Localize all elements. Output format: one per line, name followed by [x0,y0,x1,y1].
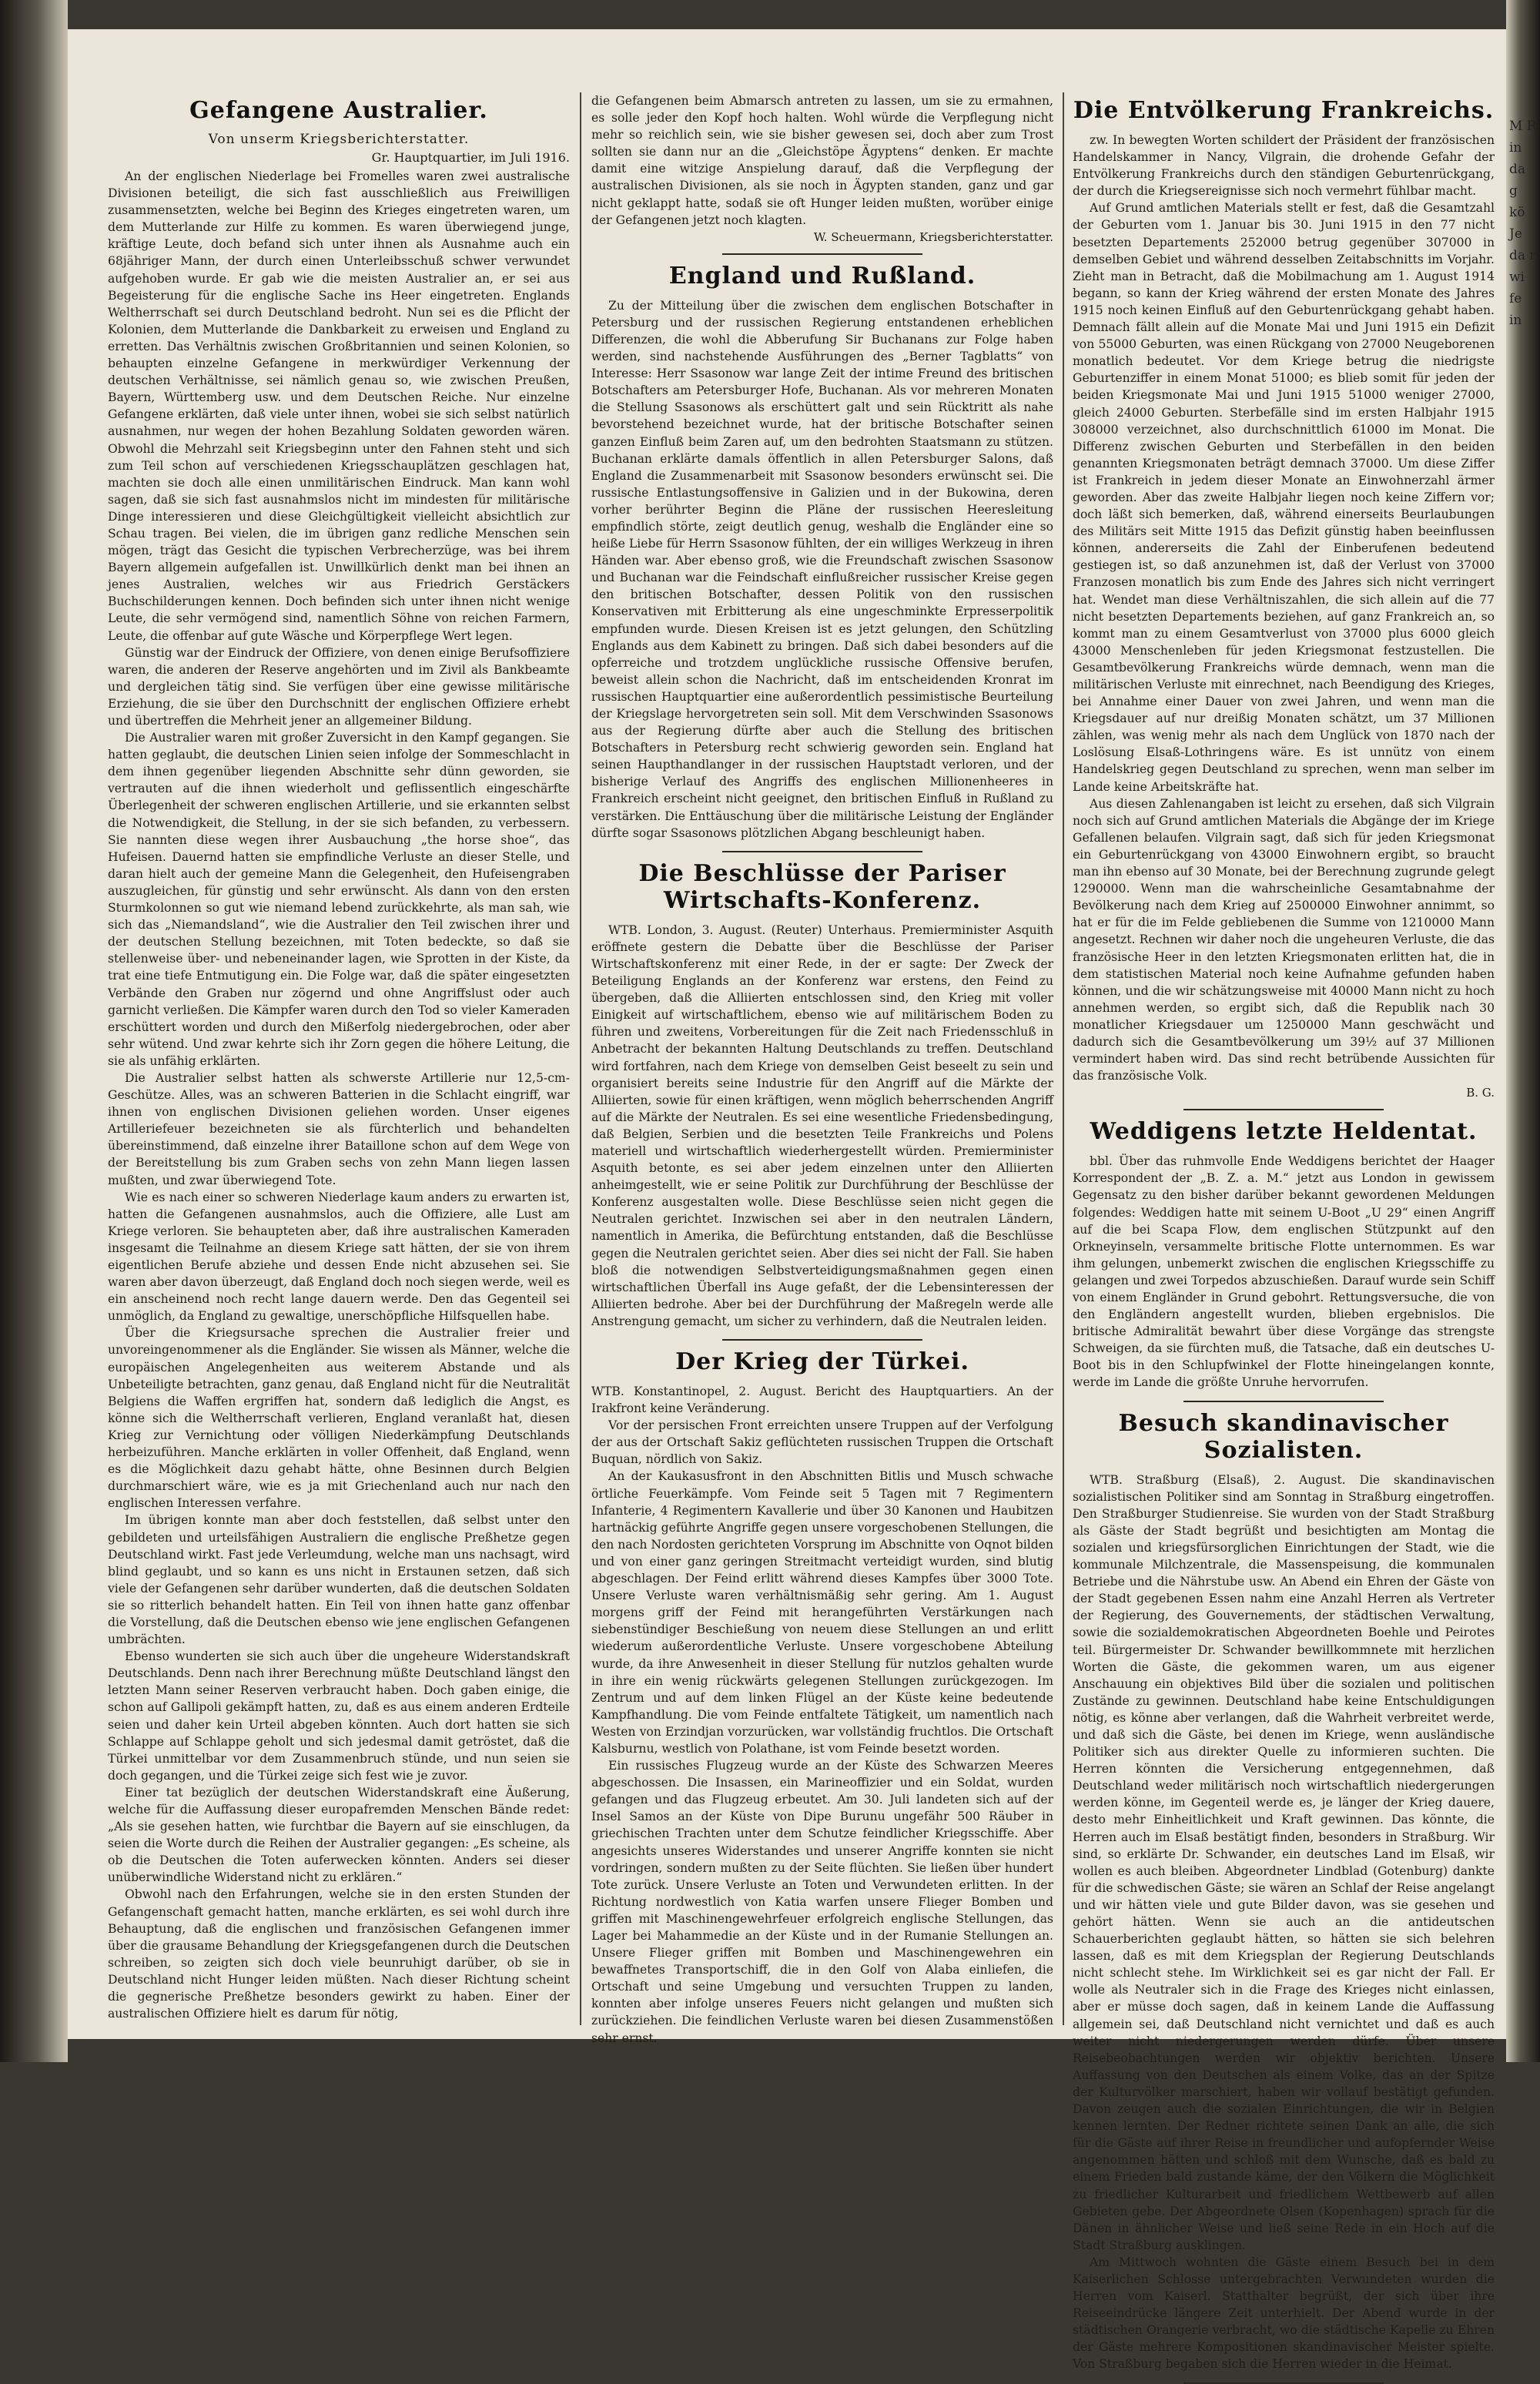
article-paragraph: Vor der persischen Front erreichten unsere Truppen auf der Verfolgung der aus der Ortschaft Sakiz geflüchteten russischen Truppen die Ortschaft Buquan, nördlich von Sakiz. [591,1418,1053,1467]
article-paragraph: Ein russisches Flugzeug wurde an der Küste des Schwarzen Meeres abgeschossen. Die Insassen, ein Marineoffizier und ein Soldat, wurden gefangen und das Flugzeug erbeutet. Am 30. Juli landeten sich auf der Insel Samos an der Küste von Dipe Burunu ungefähr 500 Räuber in griechischen Trachten unter dem Schutze feindlicher Kriegsschiffe. Aber angesichts unseres Widerstandes und unserer Angriffe konnten sie nicht vordringen, sondern mußten zu der Seite flüchten. Sie ließen über hundert Tote zurück. Unsere Verluste an Toten und Verwundeten erlitten. In der Richtung nordwestlich von Katia warfen unsere Flieger Bomben und griffen mit Maschinengewehrfeuer erfolgreich englische Stellungen, das Lager bei Mahammedie an der Küste und in der Rumanie Stellungen an. Unsere Flieger griffen mit Bomben und Maschinengewehren ein bewaffnetes Transportschiff, die in den Golf von Alaba einliefen, die Ortschaft und seine Umgebung und versuchten Truppen zu landen, konnten aber infolge unseres Feuers nicht gelangen und mußten sich zurückziehen. Die feindlichen Verluste waren bei diesen Zusammenstößen sehr ernst. [591,1759,1053,2045]
article-paragraph: An der Kaukasusfront in den Abschnitten Bitlis und Musch schwache örtliche Feuerkämpfe. Vom Feinde seit 5 Tagen mit 7 Regimentern Infanterie, 4 Regimentern Kavallerie und über 30 Kanonen und Haubitzen hartnäckig geführte Angriffe gegen unsere vorgeschobenen Stellungen, die den nach Nordosten gerichteten Vorsprung im Abschnitte von Oqnot bilden und von einer ganz geringen Streitmacht verteidigt wurden, sind blutig abgeschlagen. Der Feind erlitt während dieses Kampfes über 3000 Tote. Unsere Verluste waren verhältnismäßig sehr gering. Am 1. August morgens griff der Feind mit herangeführten Verstärkungen nach siebenstündiger Beschießung von neuem diese Stellungen an und erlitt wiederum außerordentliche Verluste. Unsere vorgeschobene Abteilung wurde, da ihre Anwesenheit in dieser Stellung für nutzlos gehalten wurde in ihre ein wenig rückwärts gelegenen Stellungen zurückgezogen. Im Zentrum und auf dem linken Flügel an der Küste keine bedeutende Kampfhandlung. Die vom Feinde entfaltete Tätigkeit, um namentlich nach Westen von Erzindjan vorzurücken, war vollständig fruchtlos. Die Ortschaft Kalsburnu, westlich von Polathane, ist vom Feinde besetzt worden. [591,1469,1053,1756]
article-paragraph: zw. In bewegten Worten schildert der Präsident der französischen Handelskammer in Nancy, Vilgrain, die drohende Gefahr der Entvölkerung Frankreichs durch den ständigen Geburtenrückgang, der durch die Kriegsereignisse sich noch vermehrt fühlbar macht. [1073,133,1495,199]
newspaper-page [68,29,1506,2372]
article-paragraph: Die Australier selbst hatten als schwerste Artillerie nur 12,5-cm-Geschütze. Alles, was an schweren Batterien in die Schlacht eingriff, war ihnen von englischen Divisionen geliehen worden. Unser eigenes Artilleriefeuer bezeichneten sie als fürchterlich und behandelten übereinstimmend, daß einzelne ihrer Bataillone schon auf dem Wege von der Bereitstellung bis zum Graben sechs von zehn Mann liegen lassen mußten, und zwar überwiegend Tote. [108,1070,570,1187]
author-initials: B. G. [1466,1086,1495,1100]
article-paragraph: Über die Kriegsursache sprechen die Australier freier und unvoreingenommener als die Engländer. Sie wissen als Männer, welche die europäischen Angelegenheiten aus weiterem Abstande und als Unbeteiligte betrachten, ganz genau, daß England nicht für die Neutralität Belgiens die Waffen ergriffen hat, sondern daß lediglich die Angst, es könne sich die Weltherrschaft verlieren, England veranlaßt hat, diesen Krieg zur Vernichtung oder völligen Niederkämpfung Deutschlands herbeizuführen. Manche erklärten in voller Offenheit, daß England, wenn es die Möglichkeit dazu gehabt hätte, ohne Besinnen durch Belgien durchmarschiert wäre, wie es ja mit Griechenland auch nur nach den englischen Interessen verfahre. [108,1326,570,1511]
headline-skandinavische-sozialisten: Besuch skandinavischer Sozialisten. [1118,1409,1449,1464]
article-paragraph: Die Australier waren mit großer Zuversicht in den Kampf gegangen. Sie hatten geglaubt, die deutschen Linien seien infolge der Sommeschlacht in dem ihnen gegenüber liegenden Abschnitte sehr dünn geworden, sie vertrauten auf die ihnen wiederholt und geflissentlich eingeschärfte Überlegenheit der schweren englischen Artillerie, und sie erkannten selbst die Notwendigkeit, die Stellung, in der sie sich befanden, zu verbessern. Sie nannten diese wegen ihrer Ausbauchung „the horse shoe“, das Hufeisen. Dauernd hatten sie empfindliche Verluste an dieser Stelle, und daran hielt auch der gemeine Mann die Gelegenheit, den Hufeisengraben auszugleichen, für günstig und sehr erwünscht. Als dann von den ersten Sturmkolonnen so gut wie niemand lebend zurückkehrte, als man sah, wie sich das „Niemandsland“, wie die Australier den Teil zwischen ihrer und der deutschen Stellung bezeichnen, mit Toten bedeckte, so daß sie stellenweise über- und nebeneinander lagen, wie Sprotten in der Kiste, da trat eine tiefe Entmutigung ein. Die Folge war, daß die später eingesetzten Verbände den Graben nur zögernd und ohne Angriffslust oder auch garnicht verließen. Die Kämpfer waren durch den Tod so vieler Kameraden erschüttert worden und durch den Mißerfolg niedergebrochen, oder aber sehr wütend. Und zwar kehrte sich ihr Zorn gegen die höhere Leitung, die sie als unfähig erklärten. [108,731,570,1068]
separator-rule [722,253,922,255]
separator-rule [722,1339,922,1341]
separator-rule [1183,2382,1384,2384]
headline-pariser-konferenz: Die Beschlüsse der Pariser Wirtschafts-Konferenz. [638,859,1006,914]
article-paragraph: An der englischen Niederlage bei Fromelles waren zwei australische Divisionen beteiligt, die sich fast ausschließlich aus Freiwilligen zusammensetzten, welche bei Beginn des Krieges eingetreten waren, um dem Mutterlande zur Hilfe zu kommen. Es waren überwiegend junge, kräftige Leute, doch befand sich unter ihnen als Ausnahme auch ein 68jähriger Mann, der durch einen Unterleibsschuß schwer verwundet aufgehoben wurde. Er gab wie die meisten Australier an, er sei aus Begeisterung für die englische Sache ins Heer eingetreten. Englands Weltherrschaft sei durch Deutschland bedroht. Nun sei es die Pflicht der Kolonien, dem Mutterlande die Dankbarkeit zu erweisen und England zu erretten. Das Verhältnis zwischen Großbritannien und seinen Kolonien, so behaupten einzelne Gefangene in merkwürdiger Verkennung der deutschen Verhältnisse, sei nämlich genau so, wie zwischen Preußen, Bayern, Württemberg usw. und dem Deutschen Reiche. Nur einzelne Gefangene erklärten, daß viele unter ihnen, wobei sie sich selbst natürlich ausnahmen, nur wegen der hohen Bezahlung Soldaten geworden wären. Obwohl die Mehrzahl seit Kriegsbeginn unter den Fahnen steht und sich zum Teil schon auf verschiedenen Kriegsschauplätzen geschlagen hat, machten sie doch alle einen unmilitärischen Eindruck. Man kann wohl sagen, daß sie sich fast ausnahmslos nicht im mindesten für militärische Dinge interessieren und diese Gleichgültigkeit vielleicht absichtlich zur Schau tragen. Bei vielen, die im übrigen ganz redliche Menschen sein mögen, trägt das Gesicht die typischen Verbrecherzüge, was bei ihrem Bayern allgemein aufgefallen ist. Unwillkürlich denkt man bei ihnen an jenes Australien, welches wir aus Friedrich Gerstäckers Buchschilderungen kennen. Doch befinden sich unter ihnen nicht wenige Leute, die sehr vermögend sind, namentlich Söhne von reichen Farmern, Leute, die offenbar auf gute Wäsche und Körperpflege Wert legen. [108,169,570,643]
article-continuation: die Gefangenen beim Abmarsch antreten zu lassen, um sie zu ermahnen, es solle jeder den Kopf hoch halten. Wohl würde die Verpflegung nicht mehr so reichlich sein, wie sie bisher gewesen sei, doch aber zum Trost sollten sie dann nur an die „Gleichstöpe Ägyptens“ denken. Er machte damit eine witzige Anspielung darauf, daß die Verpflegung der australischen Divisionen, als sie noch in Ägypten standen, ganz und gar nicht geklappt hatte, sodaß sie oft Hunger leiden mußten, worüber einige der Gefangenen jetzt noch klagten. [591,94,1053,227]
byline: Von unserm Kriegsberichterstatter. [208,132,470,147]
headline-krieg-tuerkei: Der Krieg der Türkei. [675,1348,969,1375]
headline-gefangene-australier: Gefangene Australier. [189,97,488,124]
article-paragraph: Obwohl nach den Erfahrungen, welche sie in den ersten Stunden der Gefangenschaft gemacht hatten, manche erklärten, es sei wohl durch ihre Behauptung, daß die englischen und französischen Gefangenen immer über die grausame Behandlung der Kriegsgefangenen durch die Deutschen schreiben, so zeigten sich doch viele beunruhigt darüber, ob sie in Deutschland nicht Hunger leiden müßten. Nach dieser Richtung scheint die gegnerische Preßhetze besonders gewirkt zu haben. Einer der australischen Offiziere hielt es darum für nötig, [108,1887,570,2021]
article-paragraph: Wie es nach einer so schweren Niederlage kaum anders zu erwarten ist, hatten die Gefangenen ausnahmslos, auch die Offiziere, alle Lust am Kriege verloren. Sie behaupteten aber, daß ihre australischen Kameraden insgesamt die Teilnahme an diesem Kriege satt hätten, der sie von ihrem eigentlichen Berufe abziehe und dessen Ende nicht abzusehen sei. Sie waren aber davon überzeugt, daß England doch noch siegen werde, weil es ein anscheinend noch recht lange dauern werde. Den das Gegenteil sei unmöglich, da England zu gewaltige, unerschöpfliche Hilfsquellen habe. [108,1190,570,1324]
article-paragraph: Im übrigen konnte man aber doch feststellen, daß selbst unter den gebildeten und urteilsfähigen Australiern die englische Preßhetze gegen Deutschland wirkt. Fast jede Verleumdung, welche man uns nachsagt, wird blind geglaubt, und so kann es uns nicht in Erstaunen setzen, daß sich viele der Gefangenen sehr darüber wunderten, daß die deutschen Soldaten sie so ritterlich behandelt hatten. Ein Teil von ihnen hatte ganz offenbar die Vorstellung, daß die Deutschen ebenso wie jene englischen Gefangenen umbrächten. [108,1513,570,1647]
article-paragraph: Zu der Mitteilung über die zwischen dem englischen Botschafter in Petersburg und der russischen Regierung entstandenen erheblichen Differenzen, die wohl die Abberufung Sir Buchanans zur Folge haben werden, sind nachstehende Ausführungen des „Berner Tagblatts“ von Interesse: Herr Ssasonow war lange Zeit der intime Freund des britischen Botschafters am Petersburger Hofe, Buchanan. Als vor mehreren Monaten die Stellung Ssasonows als erschüttert galt und sein Rücktritt als nahe bevorstehend bezeichnet wurde, hat der britische Botschafter seinen ganzen Einfluß beim Zaren auf, um den bedrohten Staatsmann zu stützen. Buchanan erklärte damals öffentlich in allen Petersburger Salons, daß England die Zusammenarbeit mit Ssasonow besonders erwünscht sei. Die russische Entlastungsoffensive in Galizien und in der Bukowina, deren vorher berührter Beginn die Pläne der russischen Heeresleitung empfindlich störte, zeigt deutlich genug, weshalb die Engländer eine so heiße Liebe für Herrn Ssasonow fühlten, der ein williges Werkzeug in ihren Händen war. Aber ebenso groß, wie die Freundschaft zwischen Ssasonow und Buchanan war die Feindschaft einflußreicher russischer Kreise gegen den britischen Botschafter, dessen Politik von den russischen Konservativen mit Erbitterung als eine ungeschminkte Erpresserpolitik empfunden wurde. Diesen Kreisen ist es jetzt gelungen, den Schützling Englands aus dem Kabinett zu bringen. Daß sich dabei besonders auf die opferreiche und trotzdem unglückliche russische Offensive berufen, beweist allein schon die Nachricht, daß im entscheidenden Kronrat im russischen Hauptquartier eine außerordentlich pessimistische Beurteilung der Kriegslage hervorgetreten sein soll. Mit dem Verschwinden Ssasonows aus der Regierung dürfte aber auch die Stellung des britischen Botschafters in Petersburg recht schwierig geworden sein. England hat seinen Haupthandlanger in der russischen Hauptstadt verloren, und der bisherige Verlauf des Angriffs des englischen Millionenheeres in Frankreich erscheint nicht geeignet, den britischen Einfluß in Rußland zu verstärken. Die Enttäuschung über die militärische Leistung der Engländer dürfte sogar Ssasonows plötzlichen Abgang beschleunigt haben. [591,298,1053,840]
binding-gutter-left [0,0,68,2062]
headline-england-russland: England und Rußland. [668,262,976,290]
article-paragraph: Günstig war der Eindruck der Offiziere, von denen einige Berufsoffiziere waren, die anderen der Reserve angehörten und im Zivil als Bankbeamte und dergleichen tätig sind. Sie verfügen über eine gewisse militärische Erziehung, die sie über den Durchschnitt der englischen Offiziere erhebt und übertreffen die Mehrheit jener an allgemeiner Bildung. [108,645,570,728]
column-rule-1 [580,92,581,2025]
column-rule-2 [1063,92,1064,2025]
dateline: Gr. Hauptquartier, im Juli 1916. [371,150,570,165]
article-paragraph: Ebenso wunderten sie sich auch über die ungeheure Widerstandskraft Deutschlands. Denn nach ihrer Berechnung müßte Deutschland längst den letzten Mann seiner Reserven verbraucht haben. Doch gaben einige, die schon auf Gallipoli gekämpft hatten, zu, daß es aus einem anderen Erdteile seien und daher kein Urteil abgeben könnten. Auch dort hatten sie sich Schlappe auf Schlappe geholt und sich jedesmal damit getröstet, daß die Türkei unmittelbar vor dem Zusammenbruch stünde, und nun seien sie doch gegangen, und die Türkei zeige sich fest wie je zuvor. [108,1649,570,1783]
article-paragraph: Am Mittwoch wohnten die Gäste einem Besuch bei in dem Kaiserlichen Schlosse untergebrachten Verwundeten wurden die Herren vom Kaiserl. Statthalter begrüßt, der sich über ihre Reiseeindrücke längere Zeit unterhielt. Der Abend wurde in der städtischen Orangerie verbracht, wo die städtische Kapelle zu Ehren der Gäste mehrere Kompositionen skandinavischer Meister spielte. Von Straßburg begaben sich die Herren wieder in die Heimat. [1073,2255,1495,2372]
article-paragraph: Auf Grund amtlichen Materials stellt er fest, daß die Gesamtzahl der Geburten vom 1. Januar bis 30. Juni 1915 in den 77 nicht besetzten Departements 252000 betrug gegenüber 307000 in demselben Gebiet und während desselben Zeitabschnitts im Vorjahr. Zieht man in Betracht, daß die Mobilmachung am 1. August 1914 begann, so kann der Krieg während der ersten Monate des Jahres 1915 noch keinen Einfluß auf den Geburtenrückgang gehabt haben. Demnach fällt allein auf die Monate Mai und Juni 1915 ein Defizit von 55000 Geburten, was einen Rückgang von 27000 Neugeborenen monatlich bedeutet. Vor dem Kriege betrug die niedrigste Geburtenziffer in einem Monat 51000; es blieb somit für jeden der beiden Kriegsmonate Mai und Juni 1915 51000 weniger 27000, gleich 24000 Geburten. Sterbefälle sind im ersten Halbjahr 1915 308000 verzeichnet, also durchschnittlich 61000 im Monat. Die Differenz zwischen Geburten und Sterbefällen in den beiden genannten Kriegsmonaten beträgt demnach 37000. Um diese Ziffer ist Frankreich in jedem dieser Monate an Einwohnerzahl ärmer geworden. Aber das zweite Halbjahr liegen noch keine Ziffern vor; doch läßt sich bemerken, daß, während einerseits Beurlaubungen des Militärs seit Mitte 1915 das Defizit günstig haben beeinflussen können, andererseits die Zahl der Einberufenen bedeutend gestiegen ist, so daß anzunehmen ist, daß der Verlust von 37000 Franzosen monatlich bis zum Ende des Jahres sich nicht verringert hat. Wendet man diese Verhältniszahlen, die sich allein auf die 77 nicht besetzten Departements beziehen, auf ganz Frankreich an, so kommt man zu einem Gesamtverlust von 37000 plus 6000 gleich 43000 Menschenleben für jeden Kriegsmonat festzustellen. Die Gesamtbevölkerung Frankreichs würde demnach, wenn man die militärischen Verluste mit einrechnet, nach Beendigung des Krieges, bei Annahme einer Dauer von zwei Jahren, und wenn man die Kriegsdauer auf nur dreißig Monaten schätzt, um 37 Millionen zählen, was wenig mehr als nach dem Unglück von 1870 nach der Loslösung Elsaß-Lothringens wäre. Es ist unnütz von einem Handelskrieg gegen Deutschland zu sprechen, wenn man selber im Lande keine Arbeitskräfte hat. [1073,201,1495,794]
column-2 [591,92,1053,2045]
separator-rule [722,851,922,852]
adjacent-page-edge-text: M R in da g kö Je da r wi fe in [1509,119,1537,328]
article-paragraph: WTB. Straßburg (Elsaß), 2. August. Die skandinavischen sozialistischen Politiker sind am Sonntag in Straßburg eingetroffen. Den Straßburger Studienreise. Sie wurden von der Stadt Straßburg als Gäste der Stadt begrüßt und besichtigten am Montag die sozialen und kriegsfürsorglichen Einrichtungen der Stadt, wie die kommunale Milchzentrale, die Massenspeisung, die kommunalen Betriebe und die Nährstube usw. An Abend ein Ehren der Gäste von der Stadt gegebenen Essen nahm eine Anzahl Herren als Vertreter der Regierung, des Gouvernements, der städtischen Verwaltung, sowie die sozialdemokratischen Abgeordneten Boehle und Peirotes teil. Bürgermeister Dr. Schwander bewillkommnete mit herzlichen Worten die Gäste, die gekommen waren, um aus eigener Anschauung ein objektives Bild über die sozialen und politischen Zustände zu gewinnen. Deutschland habe keine Entschuldigungen nötig, es könne aber verlangen, daß die Wahrheit verbreitet werde, und daß sich die Gäste, bei denen im Kriege, wenn ausländische Politiker sich aus direkter Quelle zu informieren suchten. Die Herren könnten die Versicherung entgegennehmen, daß Deutschland weder militärisch noch wirtschaftlich niedergerungen werden könne, im Gegenteil werde es, je länger der Krieg dauere, desto mehr Einheitlichkeit und Kraft gewinnen. Das könnte, die Herren auch im Elsaß bestätigt finden, besonders in Straßburg. Wir sind, so erklärte Dr. Schwander, ein deutsches Land im Elsaß, wir wollen es auch bleiben. Abgeordneter Lindblad (Gotenburg) dankte für die schwedischen Gäste; sie wären an Schlaf der Reise angelangt und wir hätten viele und gute Bilder davon, was sie gesehen und gehört hätten. Wenn sie auch an die antideutschen Schauerberichten geglaubt hätten, so hätten sie sich belehren lassen, daß es mit dem Kriegsplan der Regierung Deutschlands nicht schlecht stehe. Im Wirklichkeit sei es gar nicht der Fall. Er wolle als Neutraler sich in die Frage des Krieges nicht einlassen, aber er müsse doch sagen, daß in keinem Lande die Auffassung allgemein sei, daß Deutschland nicht vernichtet und daß es auch weiter nicht niedergerungen werden dürfe. Über unsere Reisebeobachtungen werden wir objektiv berichten. Unsere Auffassung von den Deutschen als einem Volke, das an der Spitze der Kulturvölker marschiert, haben wir vollauf bestätigt gefunden. Davon zeugen auch die sozialen Einrichtungen, die wir in Belgien kennen lernten. Der Redner richtete seinen Dank an alle, die sich für die Gäste auf ihrer Reise in freundlicher und aufopfernder Weise angenommen hätten und schloß mit dem Wunsche, daß es bald zu einem Frieden bald zustande käme, der den Völkern die Möglichkeit zu friedlicher Kulturarbeit und friedlichem Wettbewerb auf allen Gebieten gebe. Der Abgeordnete Olsen (Kopenhagen) sprach für die Dänen in ähnlicher Weise und ließ seine Rede in ein Hoch auf die Stadt Straßburg ausklingen. [1073,1472,1495,2252]
article-paragraph: WTB. Konstantinopel, 2. August. Bericht des Hauptquartiers. An der Irakfront keine Veränderung. [591,1385,1053,1416]
article-paragraph: WTB. London, 3. August. (Reuter) Unterhaus. Premierminister Asquith eröffnete gestern die Debatte über die Beschlüsse der Pariser Wirtschaftskonferenz mit einer Rede, in der er sagte: Der Zweck der Beteiligung Englands an der Konferenz war erstens, den Feind zu übergeben, daß die Alliierten entschlossen sind, den Krieg mit voller Einigkeit auf wirtschaftlichem, ebenso wie auf militärischem Boden zu führen und zweitens, Vorbereitungen für die Zeit nach Friedensschluß in Anbetracht der bekannten Haltung Deutschlands zu treffen. Deutschland wird fortfahren, nach dem Kriege von demselben Geist beseelt zu sein und organisiert bereits seine Industrie für den Angriff auf die Märkte der Alliierten, sowie für einen kräftigen, wenn möglich beherrschenden Angriff auf die Märkte der Neutralen. Es sei eine wesentliche Friedensbedingung, daß Belgien, Serbien und die besetzten Teile Frankreichs und Polens materiell und wirtschaftlich wiederhergestellt würden. Premierminister Asquith betonte, es sei aber jedem einzelnen unter den Alliierten anheimgestellt, wie er seine Politik zur Durchführung der Beschlüsse der Konferenz ausgestalten wolle. Diese Beschlüsse seien nicht gegen die Neutralen gerichtet. Inzwischen sei aber in den neutralen Ländern, namentlich in Amerika, die Befürchtung entstanden, daß die Beschlüsse gegen die Neutralen gerichtet seien. Aber dies sei nicht der Fall. Sie haben bloß die notwendigen Selbstverteidigungsmaßnahmen gegen einen wirtschaftlichen Überfall ins Auge gefaßt, der die Lebensinteressen der Alliierten bedrohe. Aber bei der Durchführung der Maßregeln werde alle Anstrengung gemacht, um sicher zu verhindern, daß die Neutralen leiden. [591,922,1053,1328]
headline-entvoelkerung-frankreichs: Die Entvölkerung Frankreichs. [1073,97,1495,124]
column-1 [108,92,570,2021]
headline-weddigens-heldentat: Weddigens letzte Heldentat. [1090,1118,1478,1146]
article-paragraph: Aus diesen Zahlenangaben ist leicht zu ersehen, daß sich Vilgrain noch sich auf Grund amtlichen Materials die Abgänge der im Kriege Gefallenen belaufen. Vilgrain sagt, daß sich für jeden Kriegsmonat ein Geburtenrückgang von 43000 Einwohnern ergibt, so braucht man ihn ebenso auf 30 Monate, bei der Berechnung zugrunde gelegt 1290000. Wenn man die wahrscheinliche Gesamtabnahme der Bevölkerung nach dem Krieg auf 2500000 Einwohner annimmt, so hat er für die im Felde gebliebenen die Summe von 1210000 Mann angesetzt. Rechnen wir daher noch die ungeheuren Verluste, die das französische Heer in den letzten Kriegsmonaten erlitten hat, die in dem statistischen Material noch keine Aufnahme gefunden haben können, und die wir schätzungsweise mit 40000 Mann nicht zu hoch annehmen werden, so ergibt sich, daß die Republik nach 30 monatlicher Kriegsdauer um 1250000 Mann geschwächt und dadurch sich die Gesamtbevölkerung um 39½ auf 37 Millionen vermindert haben wird. Das sind recht betrübende Aussichten für das französische Volk. [1073,796,1495,1083]
separator-rule [1183,1109,1384,1110]
column-3 [1073,92,1495,2372]
article-paragraph: bbl. Über das ruhmvolle Ende Weddigens berichtet der Haager Korrespondent der „B. Z. a. M.“ jetzt aus London in gewissem Gegensatz zu den bisher darüber bekannt gewordenen Meldungen folgendes: Weddigen hatte mit seinem U-Boot „U 29“ einen Angriff auf die bei Scapa Flow, dem englischen Stützpunkt auf den Orkneyinseln, versammelte britische Flotte unternommen. Es war ihm gelungen, unbemerkt zwischen die englischen Kriegsschiffe zu gelangen und zwei Torpedos abzuschießen. Darauf wurde sein Schiff von einem Engländer in Grund gebohrt. Rettungsversuche, die von den Engländern angestellt wurden, blieben ergebnislos. Die britische Admiralität bewahrt über diese Vorgänge das strengste Schweigen, da sie fürchten muß, die Tatsache, daß ein deutsches U-Boot bis in den Schlupfwinkel der Flotte hineingelangen konnte, werde im Lande die größte Unruhe hervorrufen. [1073,1154,1495,1390]
separator-rule [1183,1401,1384,1402]
article-paragraph: Einer tat bezüglich der deutschen Widerstandskraft eine Äußerung, welche für die Auffassung dieser europafremden Menschen Bände redet: „Als sie gesehen hatten, wie furchtbar die Bayern auf sie einschlugen, da seien die Worte durch die Reihen der Australier gegangen: „Es scheine, als ob die Deutschen die Toten auferwecken könnten. Anders sei dieser unüberwindliche Widerstand nicht zu erklären.“ [108,1785,570,1885]
author-signature: W. Scheuermann, Kriegsberichterstatter. [813,229,1053,244]
